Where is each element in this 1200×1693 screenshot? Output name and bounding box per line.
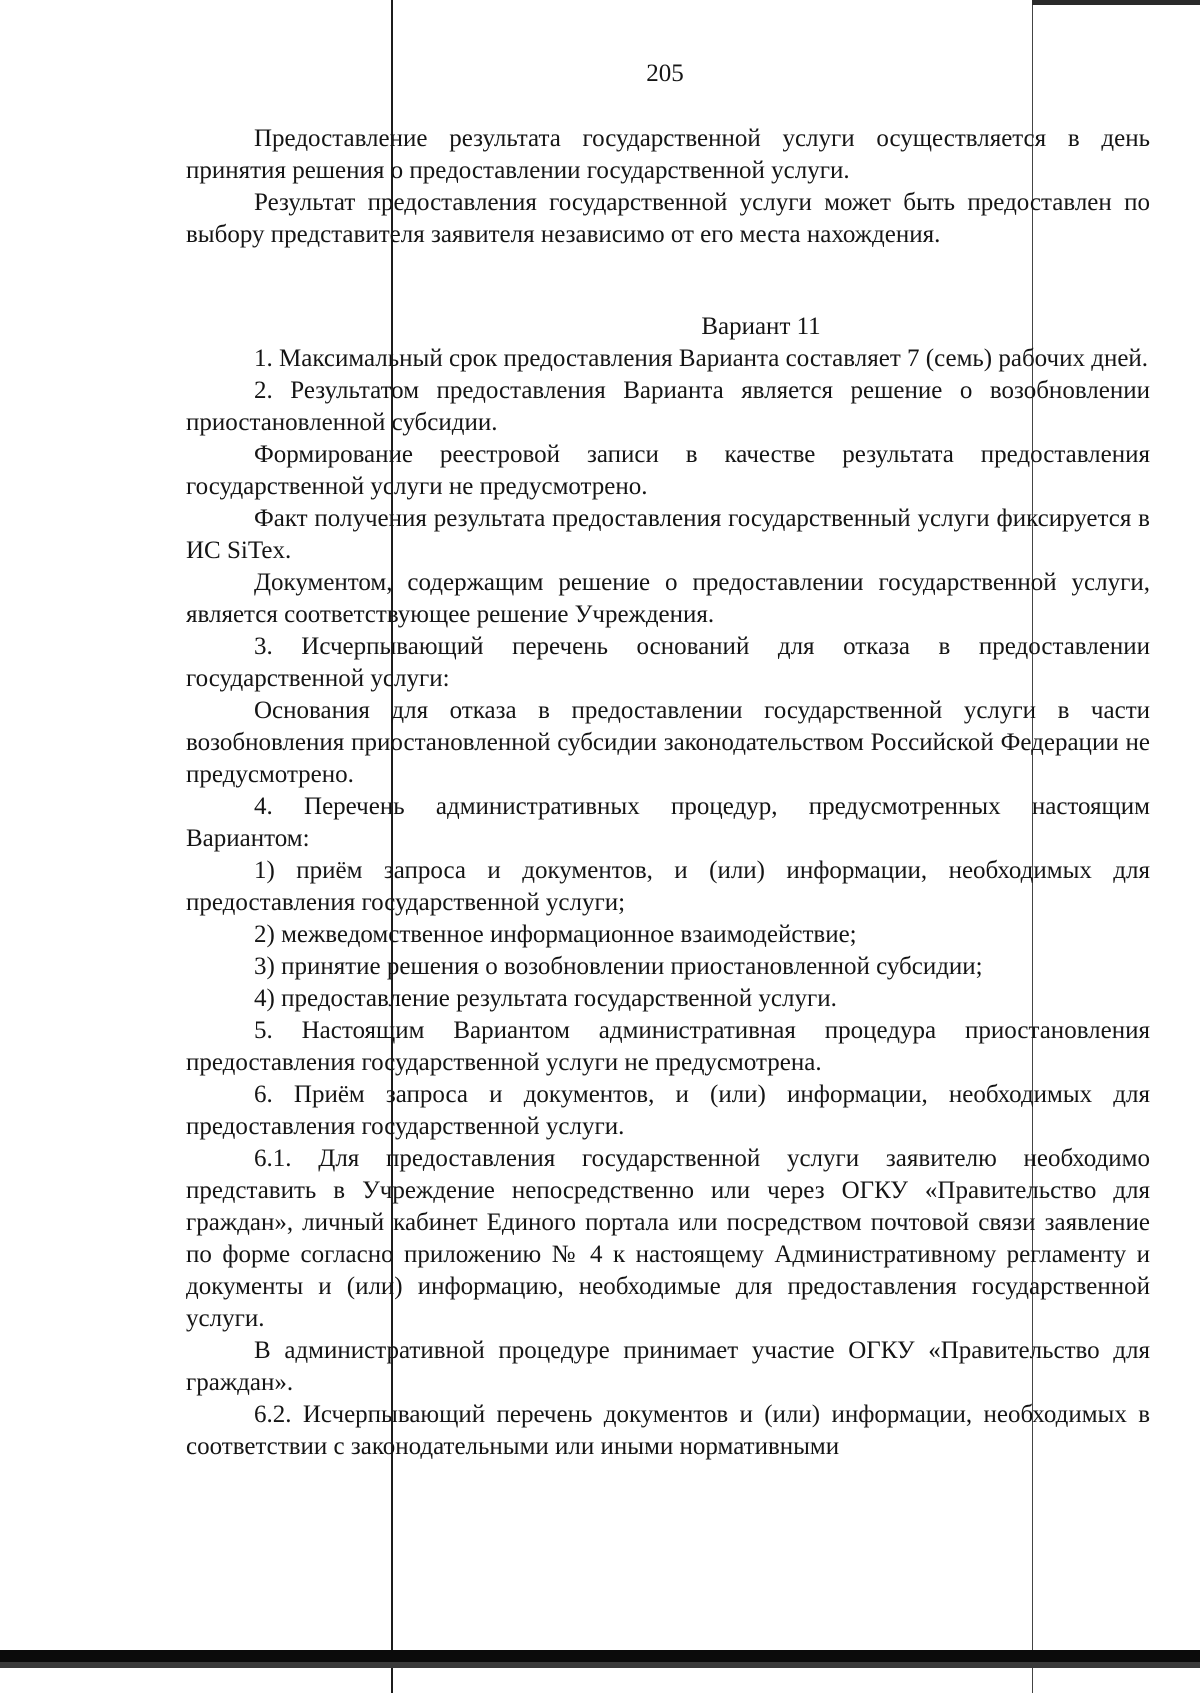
paragraph: 2. Результатом предоставления Варианта является решение о возобновлении приостановленной субсидии.: [186, 377, 1150, 436]
paragraph: Основания для отказа в предоставлении государственной услуги в части возобновления приостановленной субсидии законодательством Российской Федерации не предусмотрено.: [186, 697, 1150, 788]
list-item: 1) приём запроса и документов, и (или) информации, необходимых для предоставления государственной услуги;: [186, 857, 1150, 916]
paragraph: Документом, содержащим решение о предоставлении государственной услуги, является соответствующее решение Учреждения.: [186, 569, 1150, 628]
paragraph: Формирование реестровой записи в качестве результата предоставления государственной услуги не предусмотрено.: [186, 441, 1150, 500]
paragraph: 5. Настоящим Вариантом административная процедура приостановления предоставления государственной услуги не предусмотрена.: [186, 1017, 1150, 1076]
list-item: 2) межведомственное информационное взаимодействие;: [254, 921, 857, 948]
list-item: 4) предоставление результата государственной услуги.: [254, 985, 837, 1012]
list-item: 3) принятие решения о возобновлении приостановленной субсидии;: [254, 953, 983, 980]
paragraph: 4. Перечень административных процедур, предусмотренных настоящим Вариантом:: [186, 793, 1150, 852]
scan-artifact-bar: [0, 1662, 1200, 1668]
paragraph: 1. Максимальный срок предоставления Варианта составляет 7 (семь) рабочих дней.: [254, 345, 1149, 372]
scan-artifact-edge: [1032, 0, 1200, 5]
page-number: 205: [646, 60, 684, 87]
section-heading: Вариант 11: [701, 313, 821, 340]
paragraph: 3. Исчерпывающий перечень оснований для отказа в предоставлении государственной услуги:: [186, 633, 1150, 692]
document-body: [186, 123, 1150, 1463]
paragraph: 6. Приём запроса и документов, и (или) информации, необходимых для предоставления государственной услуги.: [186, 1081, 1150, 1140]
paragraph: В административной процедуре принимает участие ОГКУ «Правительство для граждан».: [186, 1337, 1150, 1396]
paragraph: 6.1. Для предоставления государственной услуги заявителю необходимо представить в Учреждение непосредственно или через ОГКУ «Правительство для граждан», личный кабинет Единого портала или посредством почтовой связи заявление по форме согласно приложению № 4 к настоящему Административному регламенту и документы и (или) информацию, необходимые для предоставления государственной услуги.: [186, 1145, 1150, 1332]
scan-artifact-bar: [0, 1650, 1200, 1662]
paragraph: Предоставление результата государственной услуги осуществляется в день принятия решения о предоставлении государственной услуги.: [186, 125, 1150, 184]
paragraph: Факт получения результата предоставления государственный услуги фиксируется в ИС SiTex.: [186, 505, 1150, 564]
paragraph: Результат предоставления государственной услуги может быть предоставлен по выбору представителя заявителя независимо от его места нахождения.: [186, 189, 1150, 248]
paragraph: 6.2. Исчерпывающий перечень документов и (или) информации, необходимых в соответствии с законодательными или иными нормативными: [186, 1401, 1150, 1460]
